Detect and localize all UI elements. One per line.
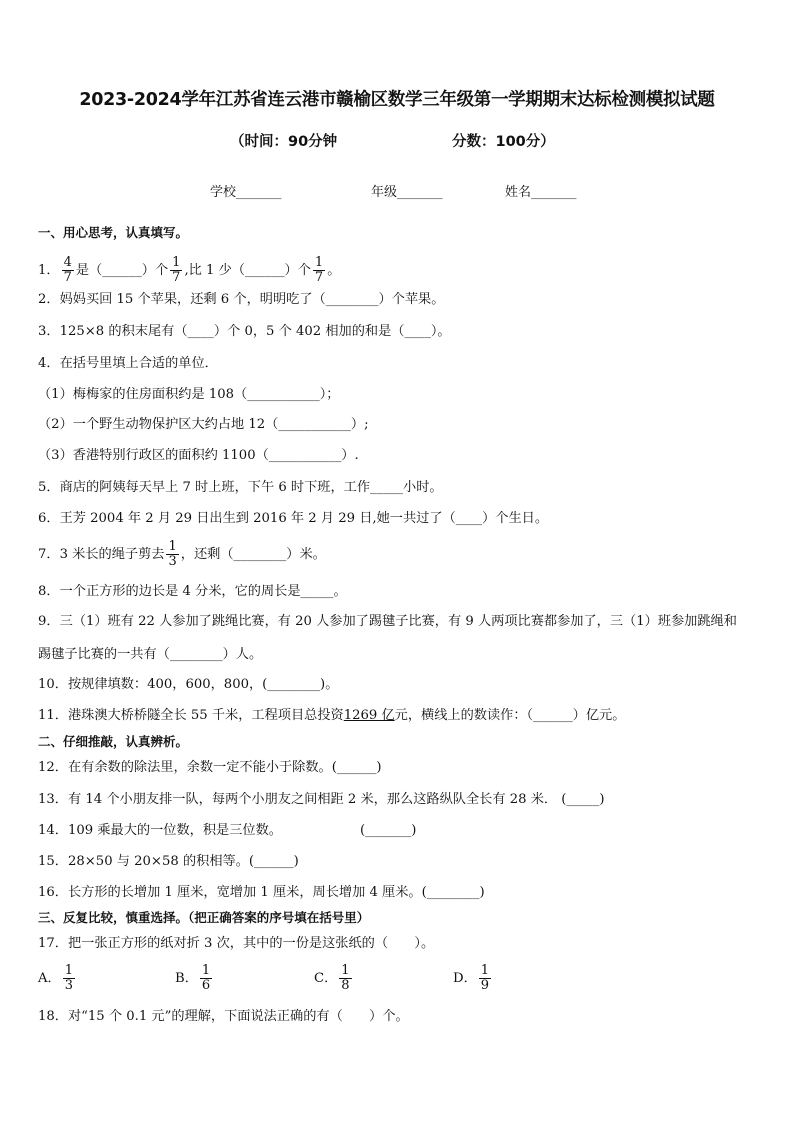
- name-label: 姓名: [505, 185, 532, 200]
- question-12: 12．在有余数的除法里，余数一定不能小于除数。(______): [38, 760, 382, 775]
- question-15: 15．28×50 与 20×58 的积相等。(______): [38, 854, 299, 869]
- fraction: $\frac{1}{3}$: [168, 539, 177, 569]
- page-title: 2023-2024学年江苏省连云港市赣榆区数学三年级第一学期期末达标检测模拟试题: [79, 90, 715, 110]
- question-10: 10．按规律填数：400，600，800，(________)。: [38, 677, 339, 692]
- question-14: 14．109 乘最大的一位数，积是三位数。 (_______): [38, 823, 417, 838]
- question-6: 6．王芳 2004 年 2 月 29 日出生到 2016 年 2 月 29 日,她一共过了（____）个生日。: [38, 511, 549, 526]
- section-2-heading: 二、仔细推敲，认真辨析。: [38, 734, 189, 749]
- option-d: D． $\frac{1}{9}$: [453, 963, 490, 993]
- option-a: A． $\frac{1}{3}$: [38, 963, 73, 993]
- question-17-stem: 17．把一张正方形的纸对折 3 次，其中的一份是这张纸的（ ）。: [38, 936, 435, 951]
- question-5: 5．商店的阿姨每天早上 7 时上班，下午 6 时下班，工作_____小时。: [38, 480, 443, 495]
- question-4-part-1: （1）梅梅家的住房面积约是 108（___________）；: [38, 387, 340, 402]
- answer-blank: (_______): [360, 823, 417, 838]
- fraction: $\frac{1}{9}$: [480, 963, 490, 993]
- underlined-number: 1269 亿: [343, 708, 395, 723]
- section-3-heading: 三、反复比较，慎重选择。（把正确答案的序号填在括号里）: [38, 910, 370, 925]
- fraction: $\frac{1}{8}$: [341, 963, 350, 993]
- question-9-line-1: 9．三（1）班有 22 人参加了跳绳比赛，有 20 人参加了踢毽子比赛，有 9 人两项比赛都参加了，三（1）班参加跳绳和: [38, 614, 737, 629]
- grade-label: 年级: [371, 185, 398, 200]
- fraction: $\frac{1}{7}$: [172, 255, 181, 285]
- question-4-stem: 4．在括号里填上合适的单位．: [38, 356, 218, 371]
- fraction: $\frac{1}{7}$: [314, 255, 324, 285]
- question-8: 8．一个正方形的边长是 4 分米，它的周长是_____。: [38, 584, 347, 599]
- fraction: $\frac{1}{6}$: [201, 963, 211, 993]
- name-field: [505, 181, 577, 200]
- grade-field: [371, 181, 443, 200]
- question-4-part-2: （2）一个野生动物保护区大约占地 12（___________）;: [38, 417, 369, 432]
- question-18: 18．对“15 个 0.1 元”的理解，下面说法正确的有（ ）个。: [38, 1009, 409, 1024]
- question-2: 2．妈妈买回 15 个苹果，还剩 6 个，明明吃了（________）个苹果。: [38, 292, 445, 307]
- question-11: 11．港珠澳大桥桥隧全长 55 千米，工程项目总投资1269 亿元，横线上的数读作：（______）亿元。: [38, 708, 626, 723]
- question-16: 16．长方形的长增加 1 厘米，宽增加 1 厘米，周长增加 4 厘米。(________): [38, 885, 485, 900]
- grade-blank: _______: [397, 185, 443, 200]
- fraction: $\frac{1}{3}$: [64, 963, 73, 993]
- question-13: 13．有 14 个小朋友排一队，每两个小朋友之间相距 2 米，那么这路纵队全长有 28 米． (_____): [38, 792, 605, 807]
- name-blank: _______: [531, 185, 577, 200]
- time-label: （时间：90分钟: [230, 134, 338, 150]
- question-1: 1． $\frac{4}{7}$ 是（______）个 $\frac{1}{7}$ ,比 1 少（______）个 $\frac{1}{7}$ 。: [38, 255, 341, 285]
- school-label: 学校: [210, 185, 237, 200]
- score-label: 分数：100分）: [452, 134, 555, 150]
- fraction: $\frac{4}{7}$: [63, 255, 72, 285]
- school-field: [210, 181, 282, 200]
- option-c: C． $\frac{1}{8}$: [314, 963, 350, 993]
- question-4-part-3: （3）香港特别行政区的面积约 1100（___________）.: [38, 448, 359, 463]
- option-b: B． $\frac{1}{6}$: [175, 963, 211, 993]
- question-9-line-2: 踢毽子比赛的一共有（________）人。: [38, 647, 263, 662]
- school-blank: _______: [236, 185, 282, 200]
- question-7: 7．3 米长的绳子剪去 $\frac{1}{3}$ ，还剩（________）米。: [38, 539, 326, 569]
- section-1-heading: 一、用心思考，认真填写。: [38, 225, 189, 240]
- question-3: 3．125×8 的积末尾有（____）个 0，5 个 402 相加的和是（____）。: [38, 324, 451, 339]
